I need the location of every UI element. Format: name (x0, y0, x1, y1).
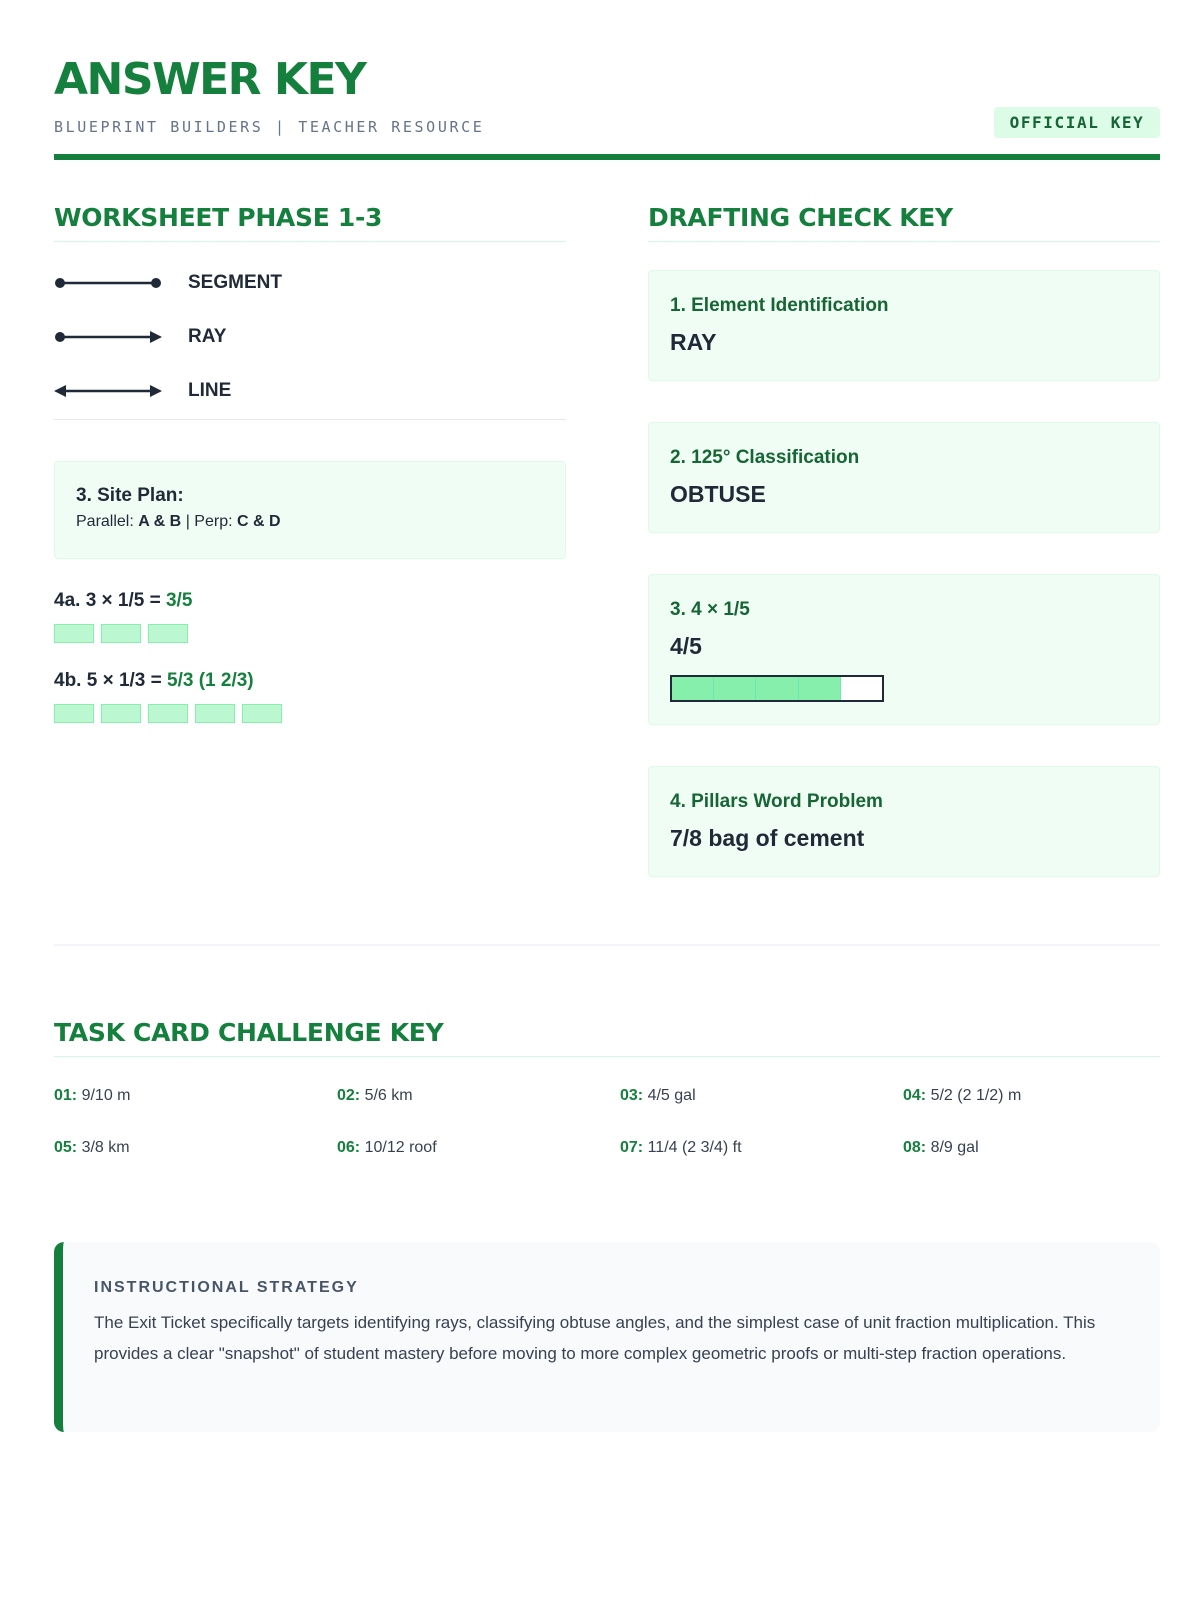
drafting-card-2 (648, 422, 1160, 533)
official-key-badge: OFFICIAL KEY (994, 107, 1160, 138)
drafting-card-title: 2. 125° Classification (670, 447, 860, 468)
task-card-item (620, 1087, 696, 1105)
task-number: 07: (620, 1139, 644, 1156)
task-number: 06: (337, 1139, 361, 1156)
drafting-card-answer: 7/8 bag of cement (670, 825, 865, 851)
task-card-item (903, 1139, 979, 1157)
fraction-bar (670, 675, 884, 702)
fraction-4a-answer: 3/5 (165, 590, 193, 611)
worksheet-heading: WORKSHEET PHASE 1-3 (54, 203, 383, 232)
ray-row (54, 325, 227, 349)
line-row (54, 379, 232, 403)
parallel-value: A & B (138, 513, 182, 530)
answer-key-page (54, 0, 1160, 1600)
page-subtitle: BLUEPRINT BUILDERS | TEACHER RESOURCE (54, 118, 485, 136)
task-answer: 3/8 km (81, 1139, 130, 1156)
site-plan-card (54, 461, 566, 559)
task-answer: 8/9 gal (930, 1139, 979, 1156)
task-card-item (54, 1139, 130, 1157)
fraction-block (148, 624, 188, 643)
worksheet-heading-rule (54, 241, 566, 242)
fraction-block (101, 704, 141, 723)
fraction-4a-question: 4a. 3 × 1/5 = (54, 590, 166, 611)
task-card-item (337, 1087, 413, 1105)
task-number: 05: (54, 1139, 78, 1156)
separator: | (185, 513, 190, 530)
fraction-block (54, 624, 94, 643)
fraction-block (242, 704, 282, 723)
task-answer: 10/12 roof (364, 1139, 437, 1156)
drafting-card-title: 3. 4 × 1/5 (670, 599, 750, 620)
task-number: 03: (620, 1087, 644, 1104)
task-card-item (620, 1139, 742, 1157)
strategy-text: The Exit Ticket specifically targets identifying rays, classifying obtuse angles, and the simplest case of unit fraction multiplication. This provides a clear "snapshot" of student mastery before moving to more complex geometric proofs or multi-step fraction operations. (94, 1313, 1096, 1363)
fraction-4b-answer: 5/3 (1 2/3) (167, 670, 254, 691)
fraction-block (195, 704, 235, 723)
fraction-4a (54, 590, 192, 612)
task-card-heading-rule (54, 1056, 1160, 1057)
task-number: 01: (54, 1087, 78, 1104)
page-title: ANSWER KEY (54, 54, 366, 105)
fraction-bar-filled-segment (799, 677, 841, 700)
segment-icon (54, 271, 164, 295)
fraction-4b (54, 670, 254, 692)
task-answer: 4/5 gal (647, 1087, 696, 1104)
drafting-heading-rule (648, 241, 1160, 242)
task-card-item (903, 1087, 1021, 1105)
task-number: 02: (337, 1087, 361, 1104)
instructional-strategy-box (54, 1242, 1160, 1432)
fraction-4a-blocks (54, 624, 188, 643)
drafting-card-answer: 4/5 (670, 633, 702, 659)
parallel-label: Parallel: (76, 513, 134, 530)
fraction-block (54, 704, 94, 723)
drafting-heading: DRAFTING CHECK KEY (648, 203, 953, 232)
drafting-card-3 (648, 574, 1160, 725)
perp-label: Perp: (194, 513, 233, 530)
site-plan-answer (76, 513, 281, 531)
fraction-4b-blocks (54, 704, 282, 723)
task-card-item (54, 1087, 131, 1105)
drafting-card-1 (648, 270, 1160, 381)
fraction-bar-filled-segment (756, 677, 798, 700)
line-icon (54, 379, 164, 403)
fraction-bar-empty-segment (841, 677, 882, 700)
task-card-heading: TASK CARD CHALLENGE KEY (54, 1018, 444, 1047)
ray-label: RAY (188, 326, 227, 347)
task-answer: 9/10 m (81, 1087, 131, 1104)
fraction-4b-question: 4b. 5 × 1/3 = (54, 670, 168, 691)
segment-row (54, 271, 282, 295)
line-label: LINE (188, 380, 232, 401)
segment-label: SEGMENT (188, 272, 282, 293)
task-answer: 11/4 (2 3/4) ft (647, 1139, 742, 1156)
task-card-item (337, 1139, 437, 1157)
drafting-card-answer: RAY (670, 329, 717, 355)
drafting-card-4 (648, 766, 1160, 877)
task-number: 04: (903, 1087, 927, 1104)
drafting-card-title: 4. Pillars Word Problem (670, 791, 883, 812)
legend-rule (54, 419, 566, 420)
task-number: 08: (903, 1139, 927, 1156)
fraction-bar-filled-segment (714, 677, 756, 700)
header-rule (54, 154, 1160, 160)
task-answer: 5/6 km (364, 1087, 413, 1104)
fraction-block (101, 624, 141, 643)
drafting-card-answer: OBTUSE (670, 481, 766, 507)
section-divider (54, 944, 1160, 946)
drafting-card-title: 1. Element Identification (670, 295, 889, 316)
site-plan-title: 3. Site Plan: (76, 485, 184, 506)
fraction-bar-filled-segment (672, 677, 714, 700)
ray-icon (54, 325, 164, 349)
strategy-heading: INSTRUCTIONAL STRATEGY (94, 1279, 359, 1296)
fraction-block (148, 704, 188, 723)
task-answer: 5/2 (2 1/2) m (930, 1087, 1022, 1104)
perp-value: C & D (237, 513, 281, 530)
